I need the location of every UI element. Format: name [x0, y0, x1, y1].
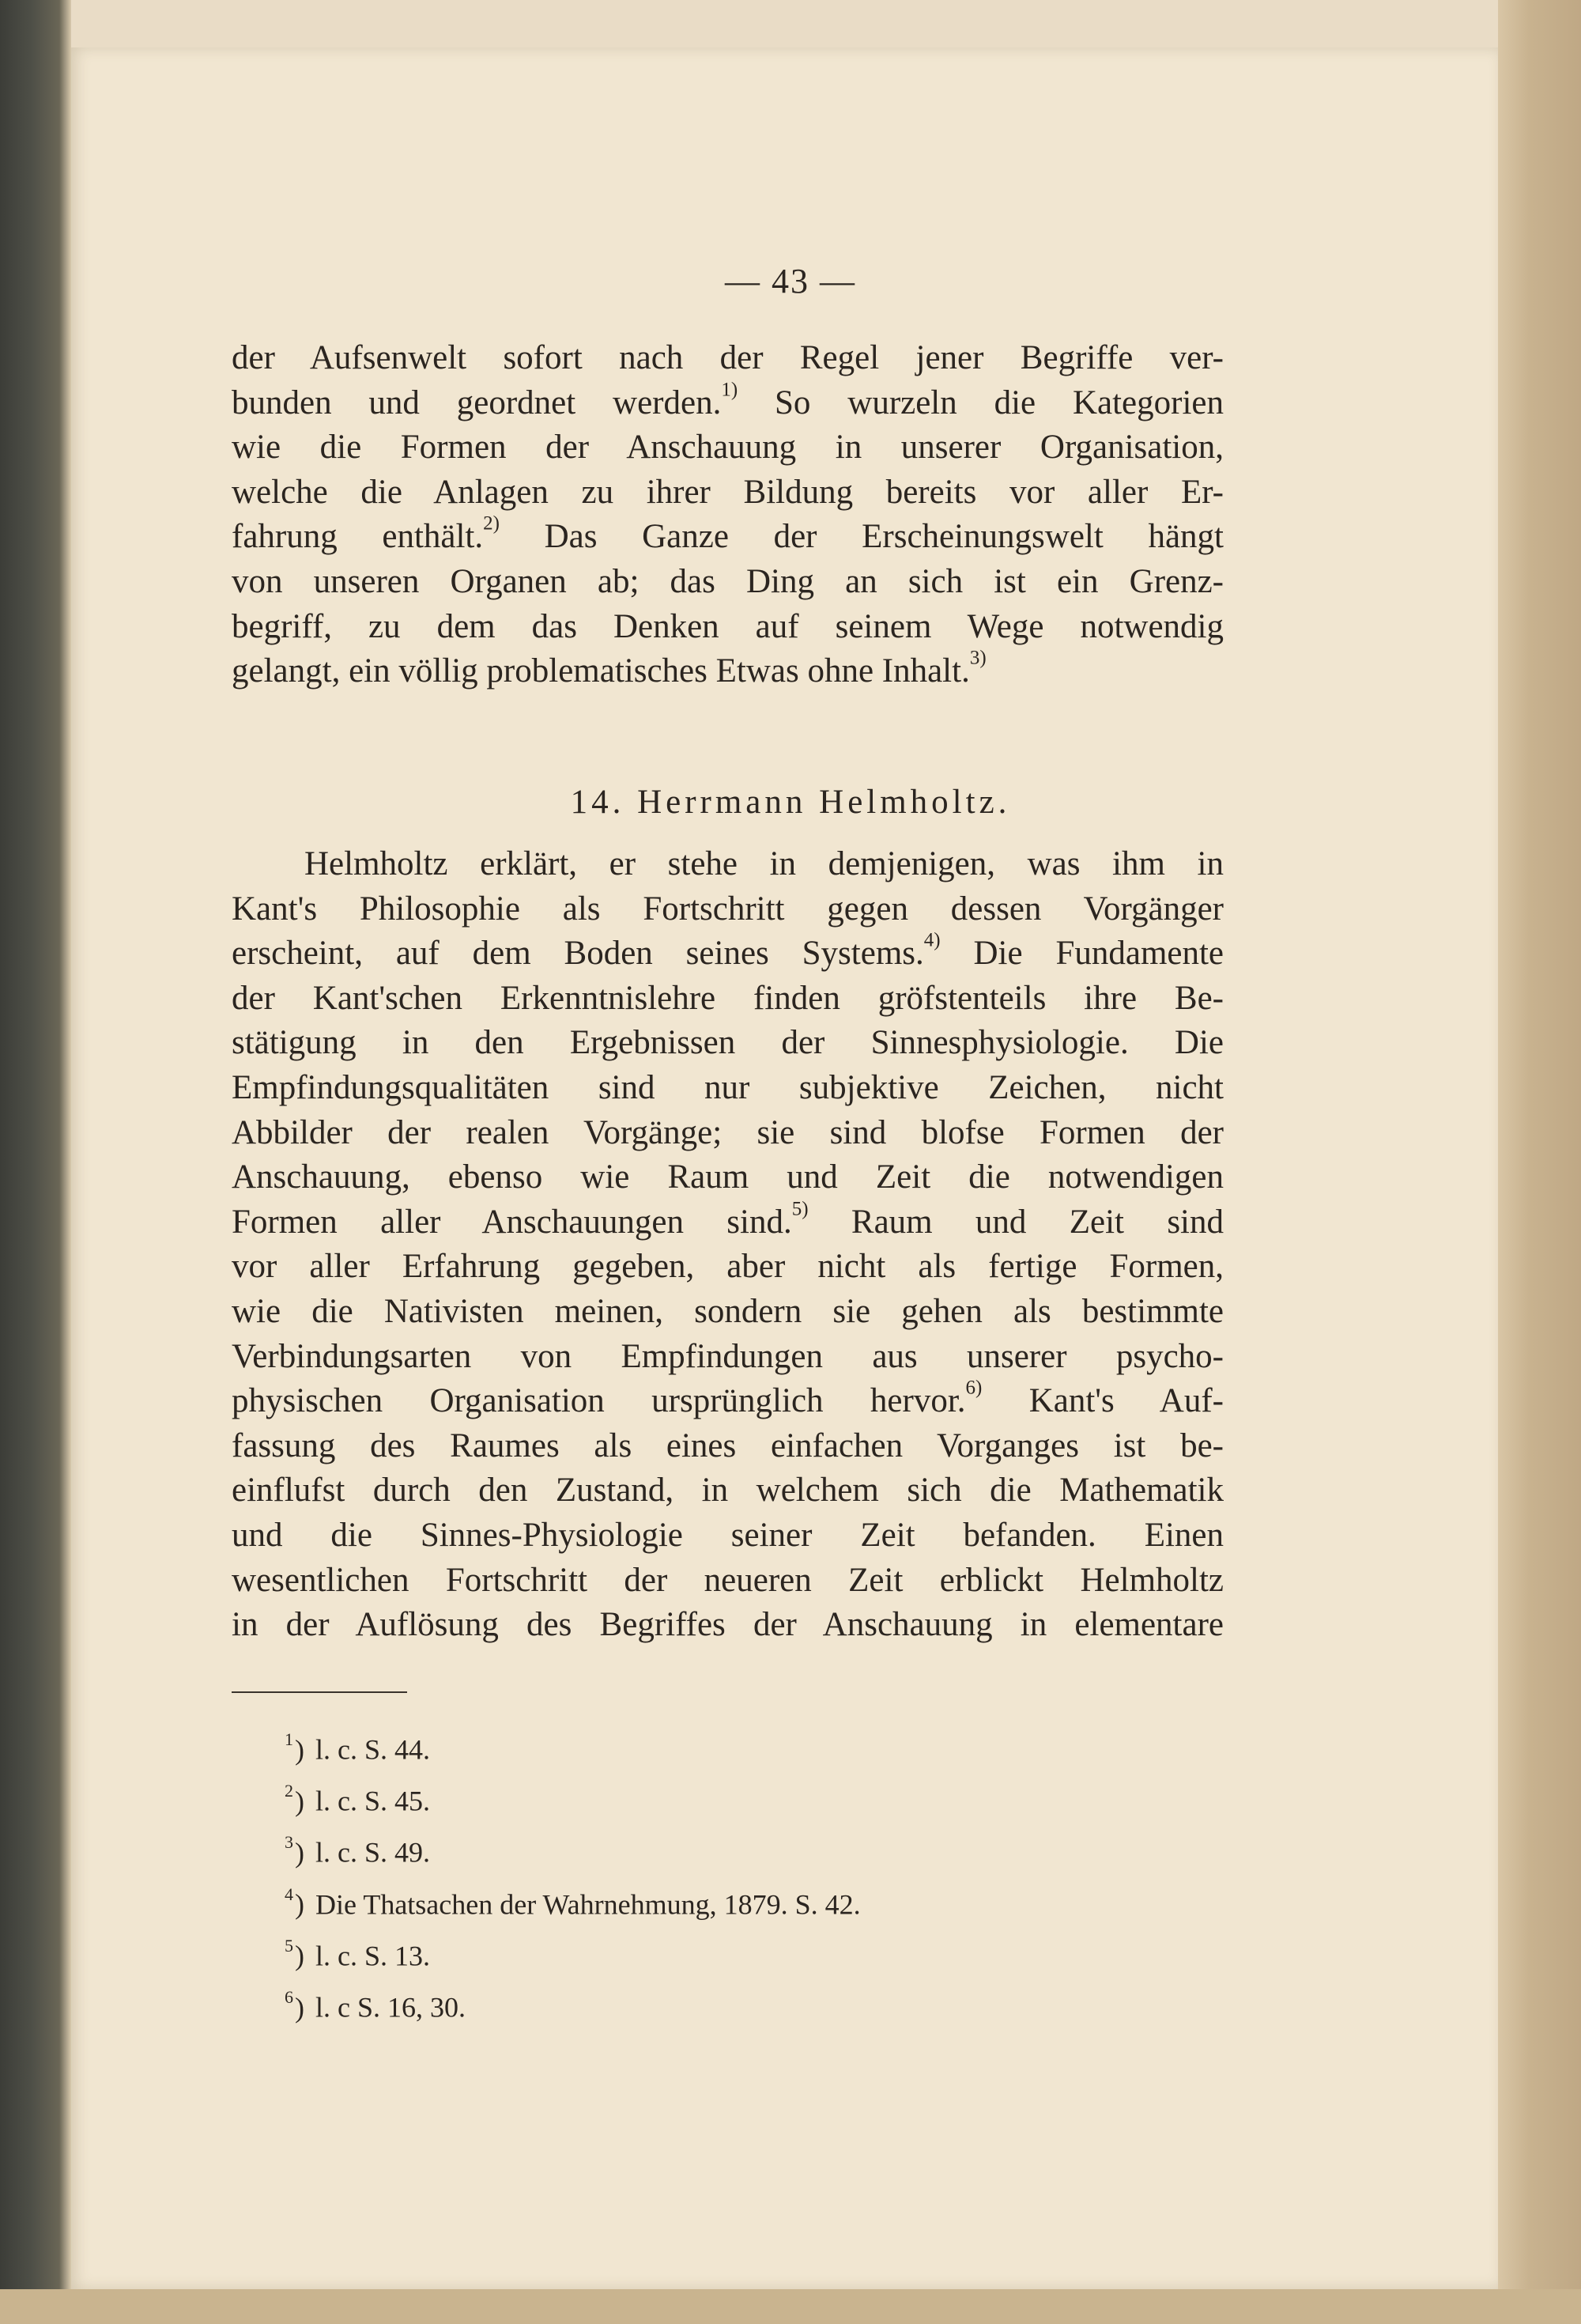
footnote-separator — [232, 1691, 407, 1693]
paragraph-helmholtz — [232, 842, 1224, 1648]
text-line: fassung des Raumes als eines einfachen Vorganges ist be- — [232, 1427, 1224, 1464]
text-line: stätigung in den Ergebnissen der Sinnesphysiologie. Die — [232, 1024, 1224, 1062]
footnote-ref: 6) — [965, 1377, 983, 1399]
text-line: wie die Formen der Anschauung in unserer Organisation, — [232, 429, 1224, 467]
text-line: begriff, zu dem das Denken auf seinem Wege notwendig — [232, 607, 1224, 645]
text-line: von unseren Organen ab; das Ding an sich ist ein Grenz- — [232, 562, 1224, 600]
footnotes — [285, 1719, 1075, 2028]
book-spine — [0, 0, 71, 2324]
text-line: Verbindungsarten von Empfindungen aus unserer psycho- — [232, 1337, 1224, 1375]
text-line: vor aller Erfahrung gegeben, aber nicht als fertige Formen, — [232, 1248, 1224, 1286]
text-line: wesentlichen Fortschritt der neueren Zeit erblickt Helmholtz — [232, 1561, 1224, 1599]
footnote-ref: 3) — [969, 647, 987, 669]
text-line: Kant's Philosophie als Fortschritt gegen dessen Vorgänger — [232, 890, 1224, 928]
card-backing-bottom — [0, 2289, 1581, 2324]
text-line: fahrung enthält.$^{2)}$ Das Ganze der Erscheinungswelt hängt — [232, 512, 1224, 556]
footnote-ref: 5) — [791, 1198, 809, 1220]
footnote-ref: 2) — [483, 512, 500, 535]
page-number: — 43 — — [725, 262, 856, 300]
footnote-ref: 1) — [721, 379, 738, 401]
footnote: $^5$) l. c. S. 13. — [285, 1935, 431, 1972]
footnote: $^3$) l. c. S. 49. — [285, 1832, 431, 1869]
section-heading: 14. Herrmann Helmholtz. — [570, 784, 1011, 821]
footnote: $^6$) l. c S. 16, 30. — [285, 1986, 466, 2024]
text-line: gelangt, ein völlig problematisches Etwas ohne Inhalt.$^{3)}$ — [232, 647, 987, 690]
text-line: Abbilder der realen Vorgänge; sie sind blofse Formen der — [232, 1113, 1224, 1151]
text-line: der Kant'schen Erkenntnislehre finden gröfstenteils ihre Be- — [232, 979, 1224, 1017]
text-line: Formen aller Anschauungen sind.$^{5)}$ Raum und Zeit sind — [232, 1198, 1224, 1241]
text-line: Helmholtz erklärt, er stehe in demjenigen, was ihm in — [304, 845, 1224, 882]
text-line: wie die Nativisten meinen, sondern sie gehen als bestimmte — [232, 1292, 1224, 1330]
text-line: bunden und geordnet werden.$^{1)}$ So wurzeln die Kategorien — [232, 379, 1224, 421]
text-line: einflufst durch den Zustand, in welchem sich die Mathematik — [232, 1472, 1224, 1510]
footnote: $^4$) Die Thatsachen der Wahrnehmung, 1879. S. 42. — [285, 1884, 861, 1921]
card-backing-right — [1498, 0, 1581, 2324]
text-line: Empfindungsqualitäten sind nur subjektive Zeichen, nicht — [232, 1068, 1224, 1106]
text-line: und die Sinnes-Physiologie seiner Zeit befanden. Einen — [232, 1516, 1224, 1554]
text-line: in der Auflösung des Begriffes der Anschauung in elementare — [232, 1606, 1224, 1644]
text-line: Anschauung, ebenso wie Raum und Zeit die notwendigen — [232, 1158, 1224, 1196]
footnote-ref: 4) — [923, 929, 941, 951]
text-line: physischen Organisation ursprünglich hervor.$^{6)}$ Kant's Auf- — [232, 1377, 1224, 1420]
footnote: $^1$) l. c. S. 44. — [285, 1729, 431, 1766]
text-line: der Aufsenwelt sofort nach der Regel jener Begriffe ver- — [232, 339, 1224, 376]
text-line: erscheint, auf dem Boden seines Systems.$^{4)}$ Die Fundamente — [232, 929, 1224, 973]
footnote: $^2$) l. c. S. 45. — [285, 1781, 431, 1817]
paragraph-continuation — [232, 336, 1224, 694]
text-line: welche die Anlagen zu ihrer Bildung bereits vor aller Er- — [232, 473, 1224, 511]
